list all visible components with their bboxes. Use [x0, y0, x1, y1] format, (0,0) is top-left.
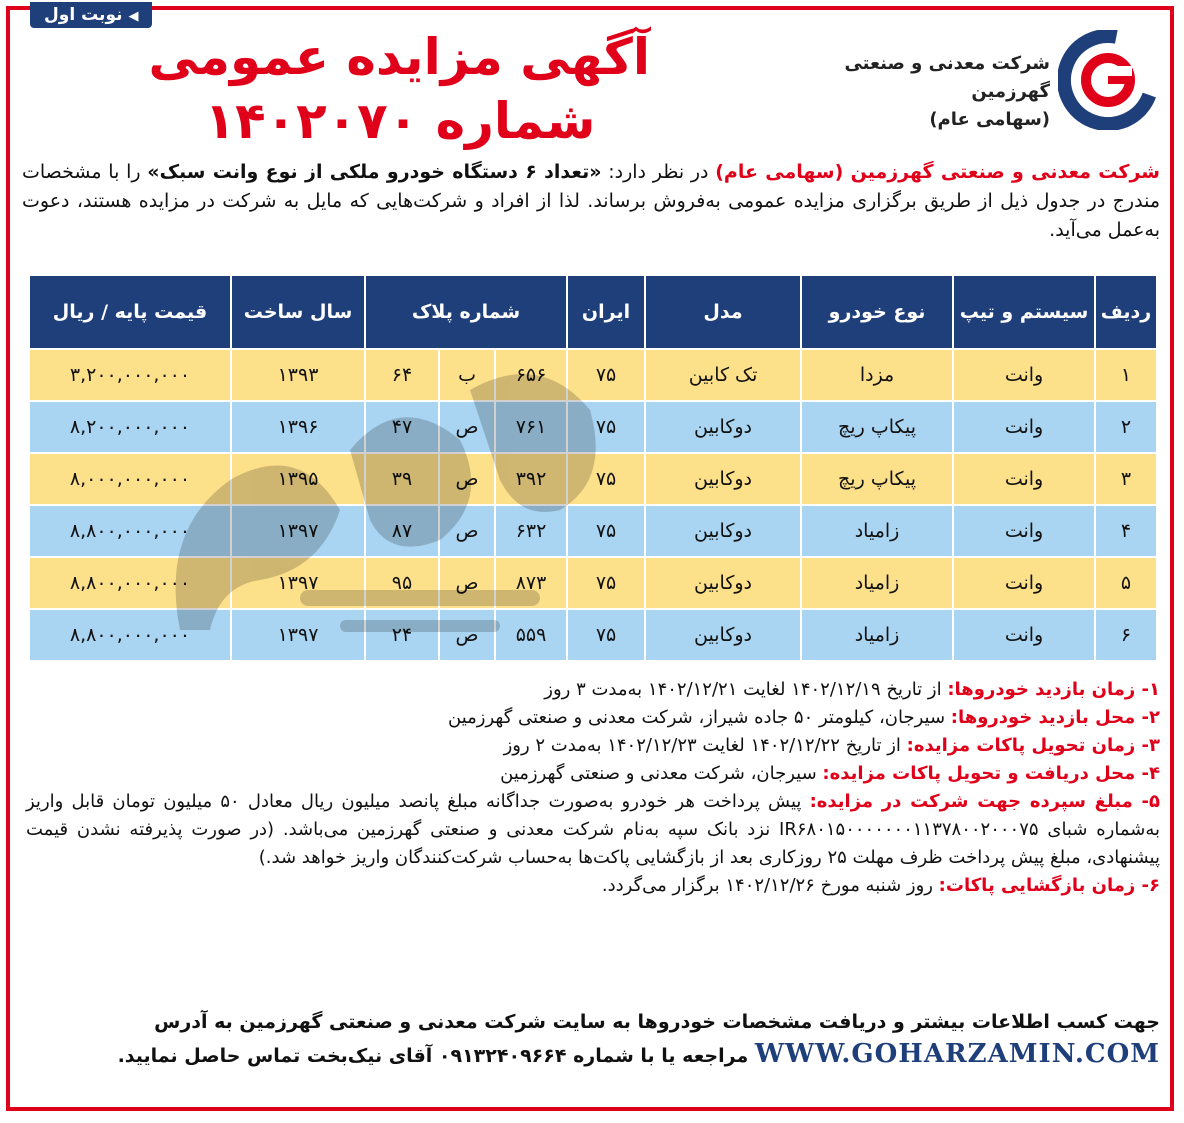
cell-year: ۱۳۹۷ — [231, 557, 365, 609]
cell-plate-part-2: ۳۹ — [365, 453, 439, 505]
table-row — [29, 609, 1157, 661]
table-header-row — [29, 275, 1157, 349]
list-item — [26, 704, 1160, 732]
cell-price: ۸,۸۰۰,۰۰۰,۰۰۰ — [29, 609, 231, 661]
cell-plate-letter: ص — [439, 557, 495, 609]
list-item — [26, 872, 1160, 900]
cell-row-number: ۶ — [1095, 609, 1157, 661]
item-label: ۲- محل بازدید خودروها: — [950, 707, 1160, 728]
edition-label: نوبت اول — [44, 5, 123, 25]
cell-plate-part-2: ۹۵ — [365, 557, 439, 609]
cell-plate-part-1: ۸۷۳ — [495, 557, 567, 609]
cell-plate-part-2: ۸۷ — [365, 505, 439, 557]
header-model: مدل — [645, 275, 801, 349]
cell-vehicle-type: زامیاد — [801, 609, 953, 661]
cell-plate-part-1: ۷۶۱ — [495, 401, 567, 453]
table-row — [29, 557, 1157, 609]
cell-plate-part-2: ۴۷ — [365, 401, 439, 453]
company-logo-icon — [1058, 30, 1158, 130]
item-text: از تاریخ ۱۴۰۲/۱۲/۱۹ لغایت ۱۴۰۲/۱۲/۲۱ به‌مدت ۳ روز — [544, 679, 948, 700]
company-block — [760, 50, 1050, 134]
cell-plate-letter: ب — [439, 349, 495, 401]
intro-paragraph — [22, 158, 1160, 245]
cell-vehicle-type: پیکاپ ریچ — [801, 453, 953, 505]
item-label: ۴- محل دریافت و تحویل پاکات مزایده: — [822, 763, 1160, 784]
cell-system: وانت — [953, 505, 1095, 557]
cell-iran: ۷۵ — [567, 401, 645, 453]
cell-vehicle-type: زامیاد — [801, 557, 953, 609]
cell-price: ۸,۸۰۰,۰۰۰,۰۰۰ — [29, 557, 231, 609]
header-iran: ایران — [567, 275, 645, 349]
cell-system: وانت — [953, 349, 1095, 401]
table-row — [29, 349, 1157, 401]
cell-plate-part-2: ۲۴ — [365, 609, 439, 661]
cell-model: دوکابین — [645, 401, 801, 453]
list-item — [26, 760, 1160, 788]
item-label: ۵- مبلغ سپرده جهت شرکت در مزایده: — [809, 791, 1160, 812]
item-label: ۶- زمان بازگشایی پاکات: — [938, 875, 1160, 896]
cell-iran: ۷۵ — [567, 453, 645, 505]
cell-system: وانت — [953, 453, 1095, 505]
website-link[interactable]: WWW.GOHARZAMIN.COM — [754, 1039, 1160, 1069]
intro-text-1: در نظر دارد: — [601, 161, 716, 183]
item-label: ۳- زمان تحویل پاکات مزایده: — [906, 735, 1160, 756]
cell-row-number: ۵ — [1095, 557, 1157, 609]
cell-iran: ۷۵ — [567, 557, 645, 609]
cell-price: ۸,۰۰۰,۰۰۰,۰۰۰ — [29, 453, 231, 505]
header-row-number: ردیف — [1095, 275, 1157, 349]
edition-badge — [30, 2, 152, 28]
conditions-list — [26, 676, 1160, 900]
item-text: از تاریخ ۱۴۰۲/۱۲/۲۲ لغایت ۱۴۰۲/۱۲/۲۳ به‌مدت ۲ روز — [503, 735, 907, 756]
header-system: سیستم و تیپ — [953, 275, 1095, 349]
cell-plate-part-1: ۶۵۶ — [495, 349, 567, 401]
cell-plate-part-1: ۵۵۹ — [495, 609, 567, 661]
item-text: سیرجان، کیلومتر ۵۰ جاده شیراز، شرکت معدنی و صنعتی گهرزمین — [448, 707, 951, 728]
header-vehicle-type: نوع خودرو — [801, 275, 953, 349]
header-plate: شماره پلاک — [365, 275, 567, 349]
cell-price: ۸,۲۰۰,۰۰۰,۰۰۰ — [29, 401, 231, 453]
list-item — [26, 676, 1160, 704]
cell-price: ۳,۲۰۰,۰۰۰,۰۰۰ — [29, 349, 231, 401]
footer-line-1: جهت کسب اطلاعات بیشتر و دریافت مشخصات خودروها به سایت شرکت معدنی و صنعتی گهرزمین به آدرس — [154, 1011, 1160, 1033]
cell-plate-letter: ص — [439, 609, 495, 661]
header-price: قیمت پایه / ریال — [29, 275, 231, 349]
cell-row-number: ۳ — [1095, 453, 1157, 505]
cell-year: ۱۳۹۷ — [231, 609, 365, 661]
cell-model: دوکابین — [645, 557, 801, 609]
cell-year: ۱۳۹۵ — [231, 453, 365, 505]
footer-contact: مراجعه یا با شماره ۰۹۱۳۲۴۰۹۶۶۴ آقای نیک‌بخت تماس حاصل نمایید. — [117, 1045, 755, 1067]
list-item — [26, 788, 1160, 872]
ad-title: آگهی مزایده عمومی — [148, 28, 650, 86]
cell-year: ۱۳۹۶ — [231, 401, 365, 453]
ad-number: شماره ۱۴۰۲۰۷۰ — [204, 92, 596, 150]
cell-row-number: ۴ — [1095, 505, 1157, 557]
cell-vehicle-type: پیکاپ ریچ — [801, 401, 953, 453]
company-name: شرکت معدنی و صنعتی گهرزمین — [844, 53, 1050, 102]
cell-year: ۱۳۹۳ — [231, 349, 365, 401]
table-row — [29, 401, 1157, 453]
item-text: سیرجان، شرکت معدنی و صنعتی گهرزمین — [500, 763, 823, 784]
cell-price: ۸,۸۰۰,۰۰۰,۰۰۰ — [29, 505, 231, 557]
table-row — [29, 453, 1157, 505]
cell-plate-part-2: ۶۴ — [365, 349, 439, 401]
vehicle-table — [28, 274, 1158, 662]
footer-line-2 — [26, 1038, 1160, 1072]
cell-vehicle-type: زامیاد — [801, 505, 953, 557]
footer — [26, 1006, 1160, 1072]
header-year: سال ساخت — [231, 275, 365, 349]
cell-row-number: ۱ — [1095, 349, 1157, 401]
cell-plate-letter: ص — [439, 453, 495, 505]
cell-system: وانت — [953, 609, 1095, 661]
company-type: (سهامی عام) — [929, 109, 1050, 130]
cell-model: دوکابین — [645, 505, 801, 557]
cell-model: دوکابین — [645, 453, 801, 505]
cell-model: دوکابین — [645, 609, 801, 661]
cell-plate-part-1: ۶۳۲ — [495, 505, 567, 557]
table-row — [29, 505, 1157, 557]
cell-iran: ۷۵ — [567, 609, 645, 661]
cell-iran: ۷۵ — [567, 505, 645, 557]
cell-model: تک کابین — [645, 349, 801, 401]
item-text: پیش پرداخت هر خودرو به‌صورت جداگانه مبلغ پانصد میلیون ریال معادل ۵۰ میلیون تومان قابل واریز به‌شماره شبای IR۶۸۰۱۵۰۰۰۰۰۰۰۱۱۳۷۸۰۰۲۰۰۰۷۵ نزد بانک سپه به‌نام شرکت معدنی و صنعتی گهرزمین می‌باشد. (در صورت پذیرفته نشدن قیمت پیشنهادی، مبلغ پیش پرداخت ظرف مهلت ۲۵ روزکاری بعد از بازگشایی پاکت‌ها به‌حساب شرکت‌کنندگان واریز خواهد شد.) — [26, 791, 1160, 868]
cell-plate-letter: ص — [439, 401, 495, 453]
intro-subject: «تعداد ۶ دستگاه خودرو ملکی از نوع وانت سبک» — [147, 161, 602, 183]
triangle-icon: ◀ — [128, 9, 139, 24]
item-label: ۱- زمان بازدید خودروها: — [947, 679, 1160, 700]
item-text: روز شنبه مورخ ۱۴۰۲/۱۲/۲۶ برگزار می‌گردد. — [601, 875, 939, 896]
cell-plate-letter: ص — [439, 505, 495, 557]
intro-company: شرکت معدنی و صنعتی گهرزمین (سهامی عام) — [715, 161, 1160, 183]
cell-system: وانت — [953, 401, 1095, 453]
cell-vehicle-type: مزدا — [801, 349, 953, 401]
cell-row-number: ۲ — [1095, 401, 1157, 453]
intro-text-2: را با مشخصات مندرج در جدول ذیل از طریق برگزاری مزایده عمومی به‌فروش برساند. لذا از افراد و شرکت‌هایی که مایل به شرکت در مزایده هستند، دعوت به‌عمل می‌آید. — [22, 161, 1160, 241]
list-item — [26, 732, 1160, 760]
cell-plate-part-1: ۳۹۲ — [495, 453, 567, 505]
cell-year: ۱۳۹۷ — [231, 505, 365, 557]
cell-system: وانت — [953, 557, 1095, 609]
cell-iran: ۷۵ — [567, 349, 645, 401]
